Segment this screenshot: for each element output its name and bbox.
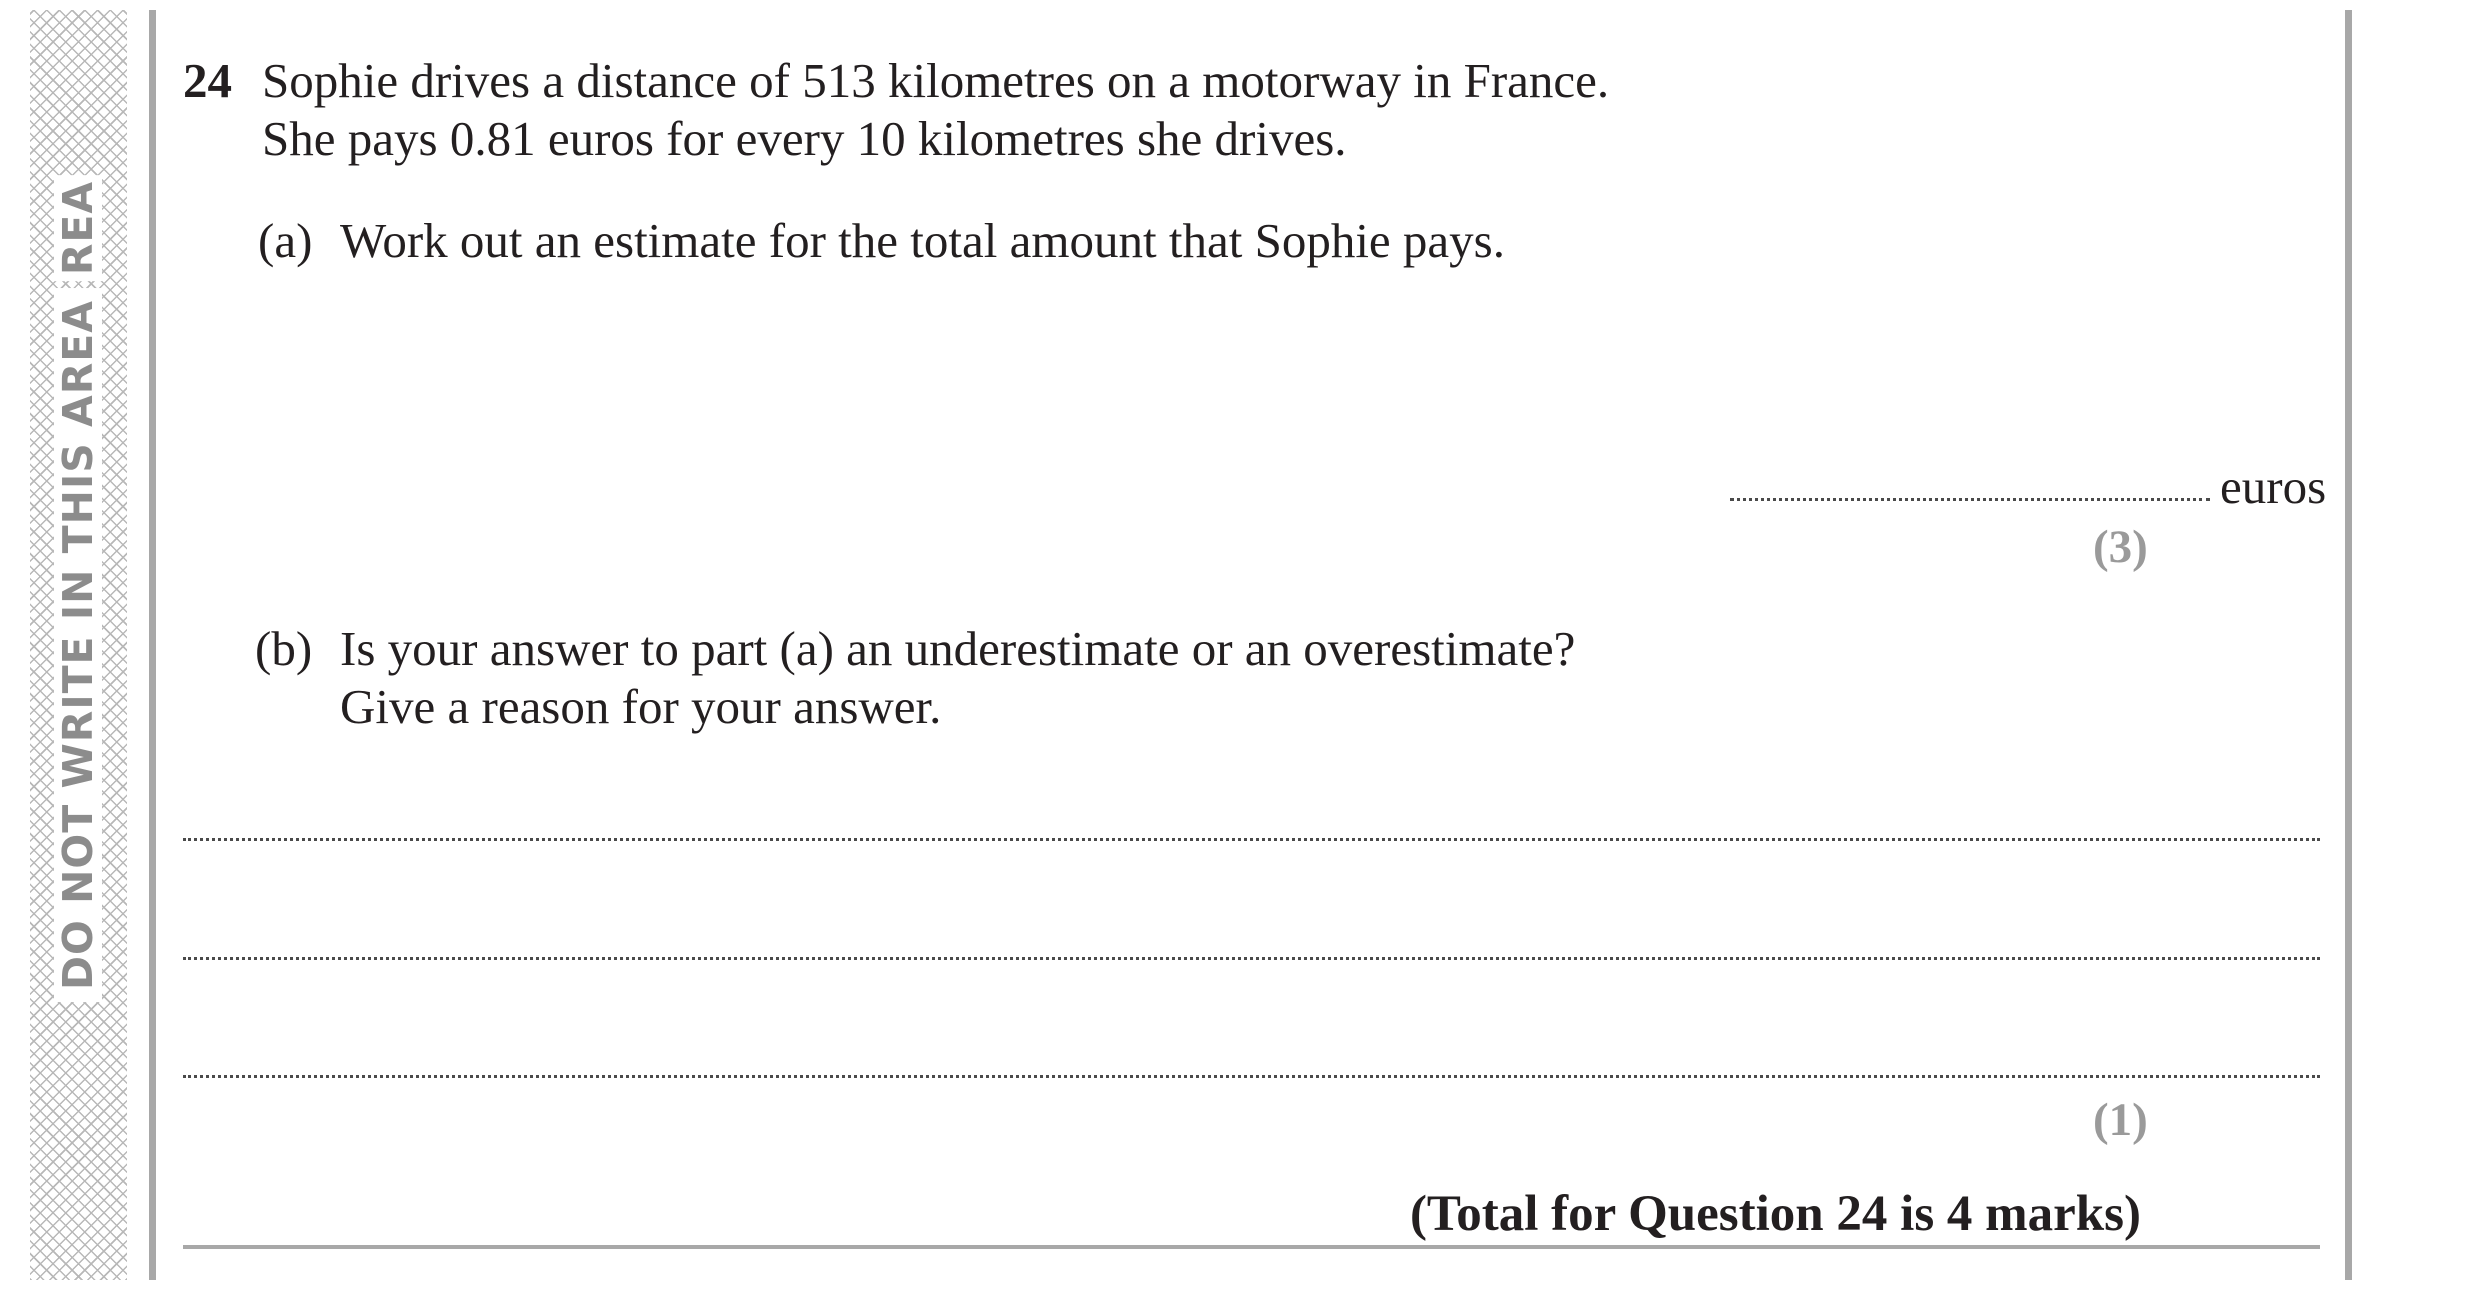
question-stem-line-2: She pays 0.81 euros for every 10 kilometres she drives.	[262, 111, 1347, 166]
part-b-answer-line-3[interactable]	[183, 1075, 2320, 1078]
question-total-marks: (Total for Question 24 is 4 marks)	[1409, 1186, 2141, 1242]
margin-warning-fragment: REA	[54, 175, 102, 281]
left-border-rule	[149, 10, 156, 1280]
part-a-label: (a)	[258, 213, 313, 268]
margin-warning-text: DO NOT WRITE IN THIS AREA	[54, 288, 102, 1002]
part-a-marks: (3)	[2093, 521, 2148, 573]
part-b-prompt-line-1: Is your answer to part (a) an underestimate or an overestimate?	[340, 621, 1576, 676]
part-a-answer-unit: euros	[2220, 459, 2327, 514]
part-b-prompt-line-2: Give a reason for your answer.	[340, 679, 942, 734]
part-b-label: (b)	[255, 621, 313, 676]
right-border-rule	[2345, 10, 2352, 1280]
part-b-marks: (1)	[2093, 1094, 2148, 1146]
part-a-answer-line[interactable]	[1730, 498, 2210, 501]
part-a-prompt: Work out an estimate for the total amount that Sophie pays.	[340, 213, 1505, 268]
question-number: 24	[183, 53, 232, 108]
part-b-answer-line-1[interactable]	[183, 838, 2320, 841]
question-bottom-rule	[183, 1245, 2320, 1249]
question-stem-line-1: Sophie drives a distance of 513 kilometres on a motorway in France.	[262, 53, 1610, 108]
part-b-answer-line-2[interactable]	[183, 957, 2320, 960]
